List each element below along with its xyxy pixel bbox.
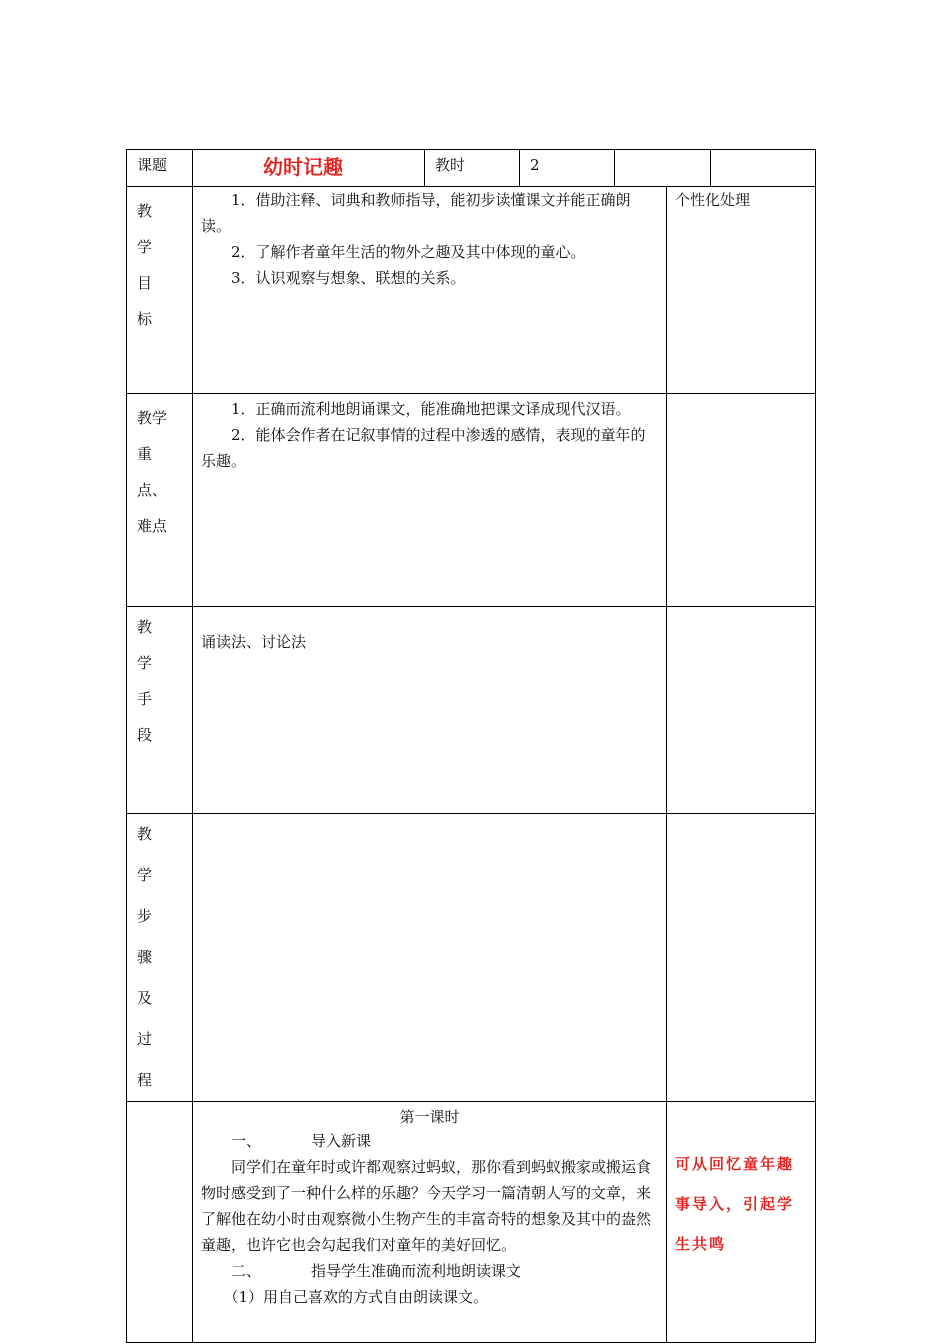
procedure-label-line: 及过 — [137, 989, 153, 1048]
procedure-content-cell — [193, 814, 667, 1102]
personalization-label: 个性化处理 — [675, 191, 751, 209]
key-point-item: 1．正确而流利地朗诵课文，能准确地把课文译成现代汉语。 — [231, 400, 631, 418]
lesson-title: 幼时记趣 — [263, 155, 343, 179]
procedure-label-cell — [127, 814, 193, 1102]
objectives-row — [127, 187, 816, 394]
hours-label-cell — [425, 150, 520, 187]
topic-cell — [193, 150, 425, 187]
objectives-label-char: 标 — [137, 310, 153, 328]
methods-label-char: 段 — [137, 726, 153, 744]
header-row — [127, 150, 816, 187]
objectives-label-char: 教 — [137, 202, 153, 220]
methods-label-char: 学 — [137, 654, 153, 672]
key-points-label-line: 点、 — [137, 481, 168, 499]
key-points-content-cell — [193, 394, 667, 607]
lesson-sub-step-1: （1）用自己喜欢的方式自由朗读课文。 — [223, 1288, 489, 1306]
lesson-note-cell — [667, 1102, 816, 1343]
lesson-heading: 第一课时 — [399, 1108, 460, 1126]
lesson-plan-table — [126, 149, 816, 1343]
blank-cell-1 — [615, 150, 711, 187]
topic-label: 课题 — [137, 156, 168, 174]
lesson-content-cell — [193, 1102, 667, 1343]
key-points-label-line: 重 — [137, 445, 153, 463]
methods-label-cell — [127, 607, 193, 814]
lesson-row — [127, 1102, 816, 1343]
objectives-label-char: 学 — [137, 238, 153, 256]
procedure-label-line: 程 — [137, 1071, 153, 1089]
objectives-label-char: 目 — [137, 274, 153, 292]
hours-value-cell — [520, 150, 615, 187]
key-points-label-line: 教学 — [137, 409, 168, 427]
objective-item: 1．借助注释、词典和教师指导，能初步读懂课文并能正确朗读。 — [201, 191, 631, 235]
objectives-label-cell — [127, 187, 193, 394]
key-point-item: 2．能体会作者在记叙事情的过程中渗透的感情，表现的童年的乐趣。 — [201, 426, 646, 470]
hours-label: 教时 — [435, 156, 466, 174]
key-points-label-cell — [127, 394, 193, 607]
methods-text: 诵读法、讨论法 — [201, 633, 307, 651]
methods-content-cell — [193, 607, 667, 814]
lesson-intro: 同学们在童年时或许都观察过蚂蚁，那你看到蚂蚁搬家或搬运食物时感受到了一种什么样的乐趣？今天学习一篇清朝人写的文章，来了解他在幼小时由观察微小生物产生的丰富奇特的想象及其中的盎然童趣，也许它也会勾起我们对童年的美好回忆。 — [201, 1158, 652, 1254]
personalization-cell — [667, 187, 816, 394]
objective-item: 2．了解作者童年生活的物外之趣及其中体现的童心。 — [231, 243, 586, 261]
hours-value: 2 — [530, 156, 540, 174]
key-points-side-cell — [667, 394, 816, 607]
procedure-label-line: 教学 — [137, 825, 153, 884]
methods-label-char: 手 — [137, 690, 153, 708]
key-points-row — [127, 394, 816, 607]
key-points-label-line: 难点 — [137, 517, 168, 535]
procedure-row — [127, 814, 816, 1102]
lesson-label-cell — [127, 1102, 193, 1343]
objective-item: 3．认识观察与想象、联想的关系。 — [231, 269, 466, 287]
lesson-note: 可从回忆童年趣事导入，引起学生共鸣 — [675, 1155, 795, 1253]
procedure-label-line: 步骤 — [137, 907, 153, 966]
blank-cell-2 — [711, 150, 816, 187]
methods-side-cell — [667, 607, 816, 814]
topic-label-cell — [127, 150, 193, 187]
lesson-step-1: 一、 导入新课 — [231, 1132, 372, 1150]
methods-row — [127, 607, 816, 814]
lesson-plan-sheet — [126, 149, 815, 1343]
procedure-side-cell — [667, 814, 816, 1102]
methods-label-char: 教 — [137, 618, 153, 636]
lesson-step-2: 二、 指导学生准确而流利地朗读课文 — [231, 1262, 522, 1280]
objectives-content-cell — [193, 187, 667, 394]
